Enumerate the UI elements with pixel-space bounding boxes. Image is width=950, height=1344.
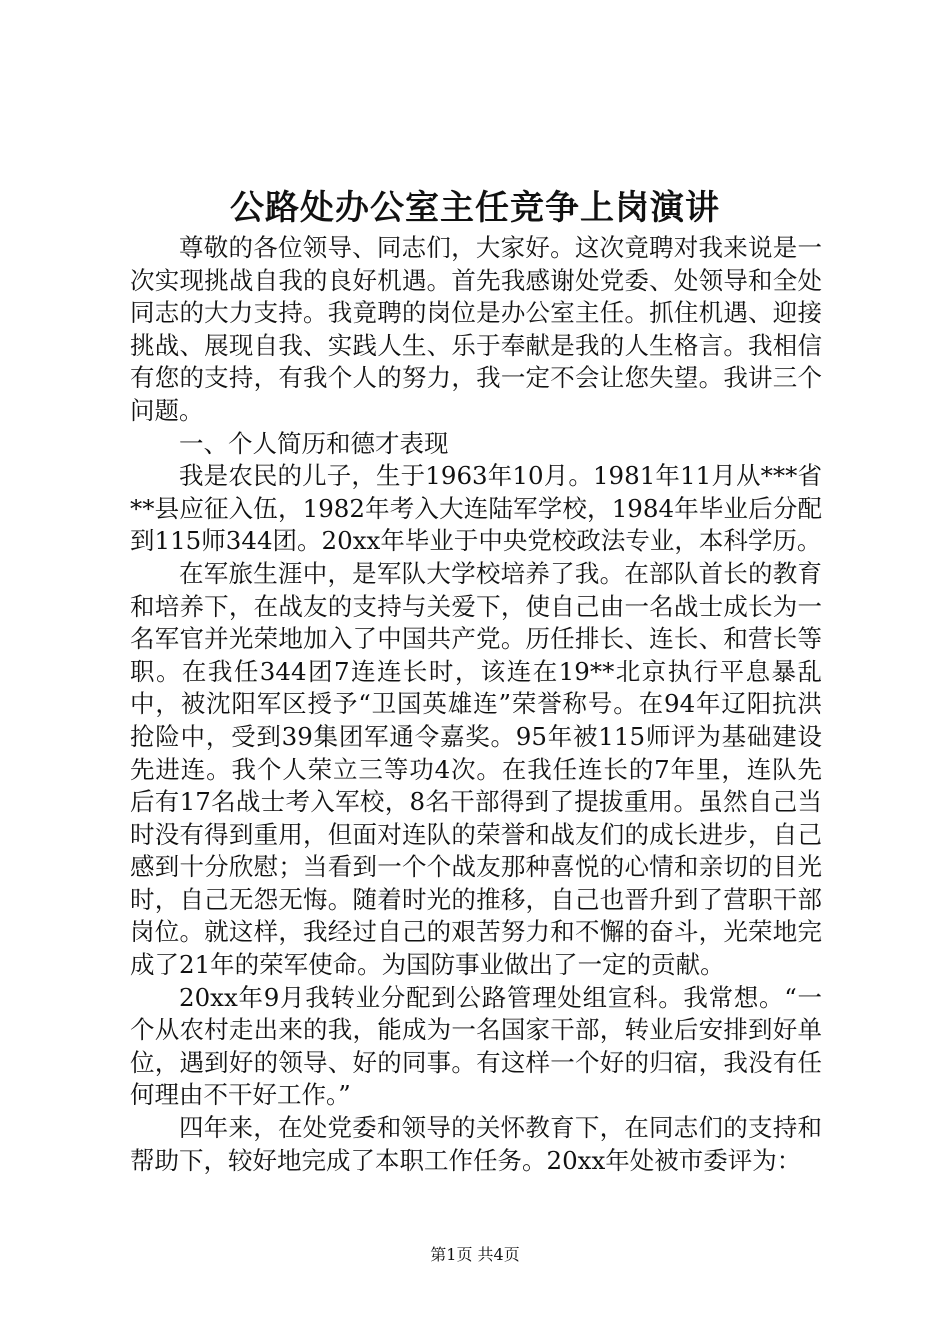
document-title: 公路处办公室主任竞争上岗演讲 bbox=[230, 188, 720, 228]
paragraph-military-career: 在军旅生涯中，是军队大学校培养了我。在部队首长的教育和培养下，在战友的支持与关爱下，使自己由一名战士成长为一名军官并光荣地加入了中国共产党。历任排长、连长、和营长等职。在我任344团7连连长时，该连在19**北京执行平息暴乱中，被沈阳军区授予“卫国英雄连”荣誉称号。在94年辽阳抗洪抢险中，受到39集团军通令嘉奖。95年被115师评为基础建设先进连。我个人荣立三等功4次。在我任连长的7年里，连队先后有17名战士考入军校，8名干部得到了提拔重用。虽然自己当时没有得到重用，但面对连队的荣誉和战友们的成长进步，自己感到十分欣慰；当看到一个个战友那种喜悦的心情和亲切的目光时，自己无怨无悔。随着时光的推移，自己也晋升到了营职干部岗位。就这样，我经过自己的艰苦努力和不懈的奋斗，光荣地完成了21年的荣军使命。为国防事业做出了一定的贡献。 bbox=[130, 558, 822, 980]
paragraph-background: 我是农民的儿子，生于1963年10月。1981年11月从***省**县应征入伍，1982年考入大连陆军学校，1984年毕业后分配到115师344团。20xx年毕业于中央党校政法专业，本科学历。 bbox=[130, 461, 822, 556]
document-body bbox=[130, 232, 822, 1177]
paragraph-transfer: 20xx年9月我转业分配到公路管理处组宣科。我常想。“一个从农村走出来的我，能成为一名国家干部，转业后安排到好单位，遇到好的领导、好的同事。有这样一个好的归宿，我没有任何理由不干好工作。” bbox=[130, 982, 822, 1110]
paragraph-four-years: 四年来，在处党委和领导的关怀教育下，在同志们的支持和帮助下，较好地完成了本职工作任务。20xx年处被市委评为： bbox=[130, 1113, 822, 1175]
paragraph-greeting: 尊敬的各位领导、同志们，大家好。这次竟聘对我来说是一次实现挑战自我的良好机遇。首先我感谢处党委、处领导和全处同志的大力支持。我竟聘的岗位是办公室主任。抓住机遇、迎接挑战、展现自我、实践人生、乐于奉献是我的人生格言。我相信有您的支持，有我个人的努力，我一定不会让您失望。我讲三个问题。 bbox=[130, 233, 822, 425]
page-footer: 第1页 共4页 bbox=[430, 1245, 520, 1264]
section-heading-1: 一、个人简历和德才表现 bbox=[179, 428, 449, 458]
